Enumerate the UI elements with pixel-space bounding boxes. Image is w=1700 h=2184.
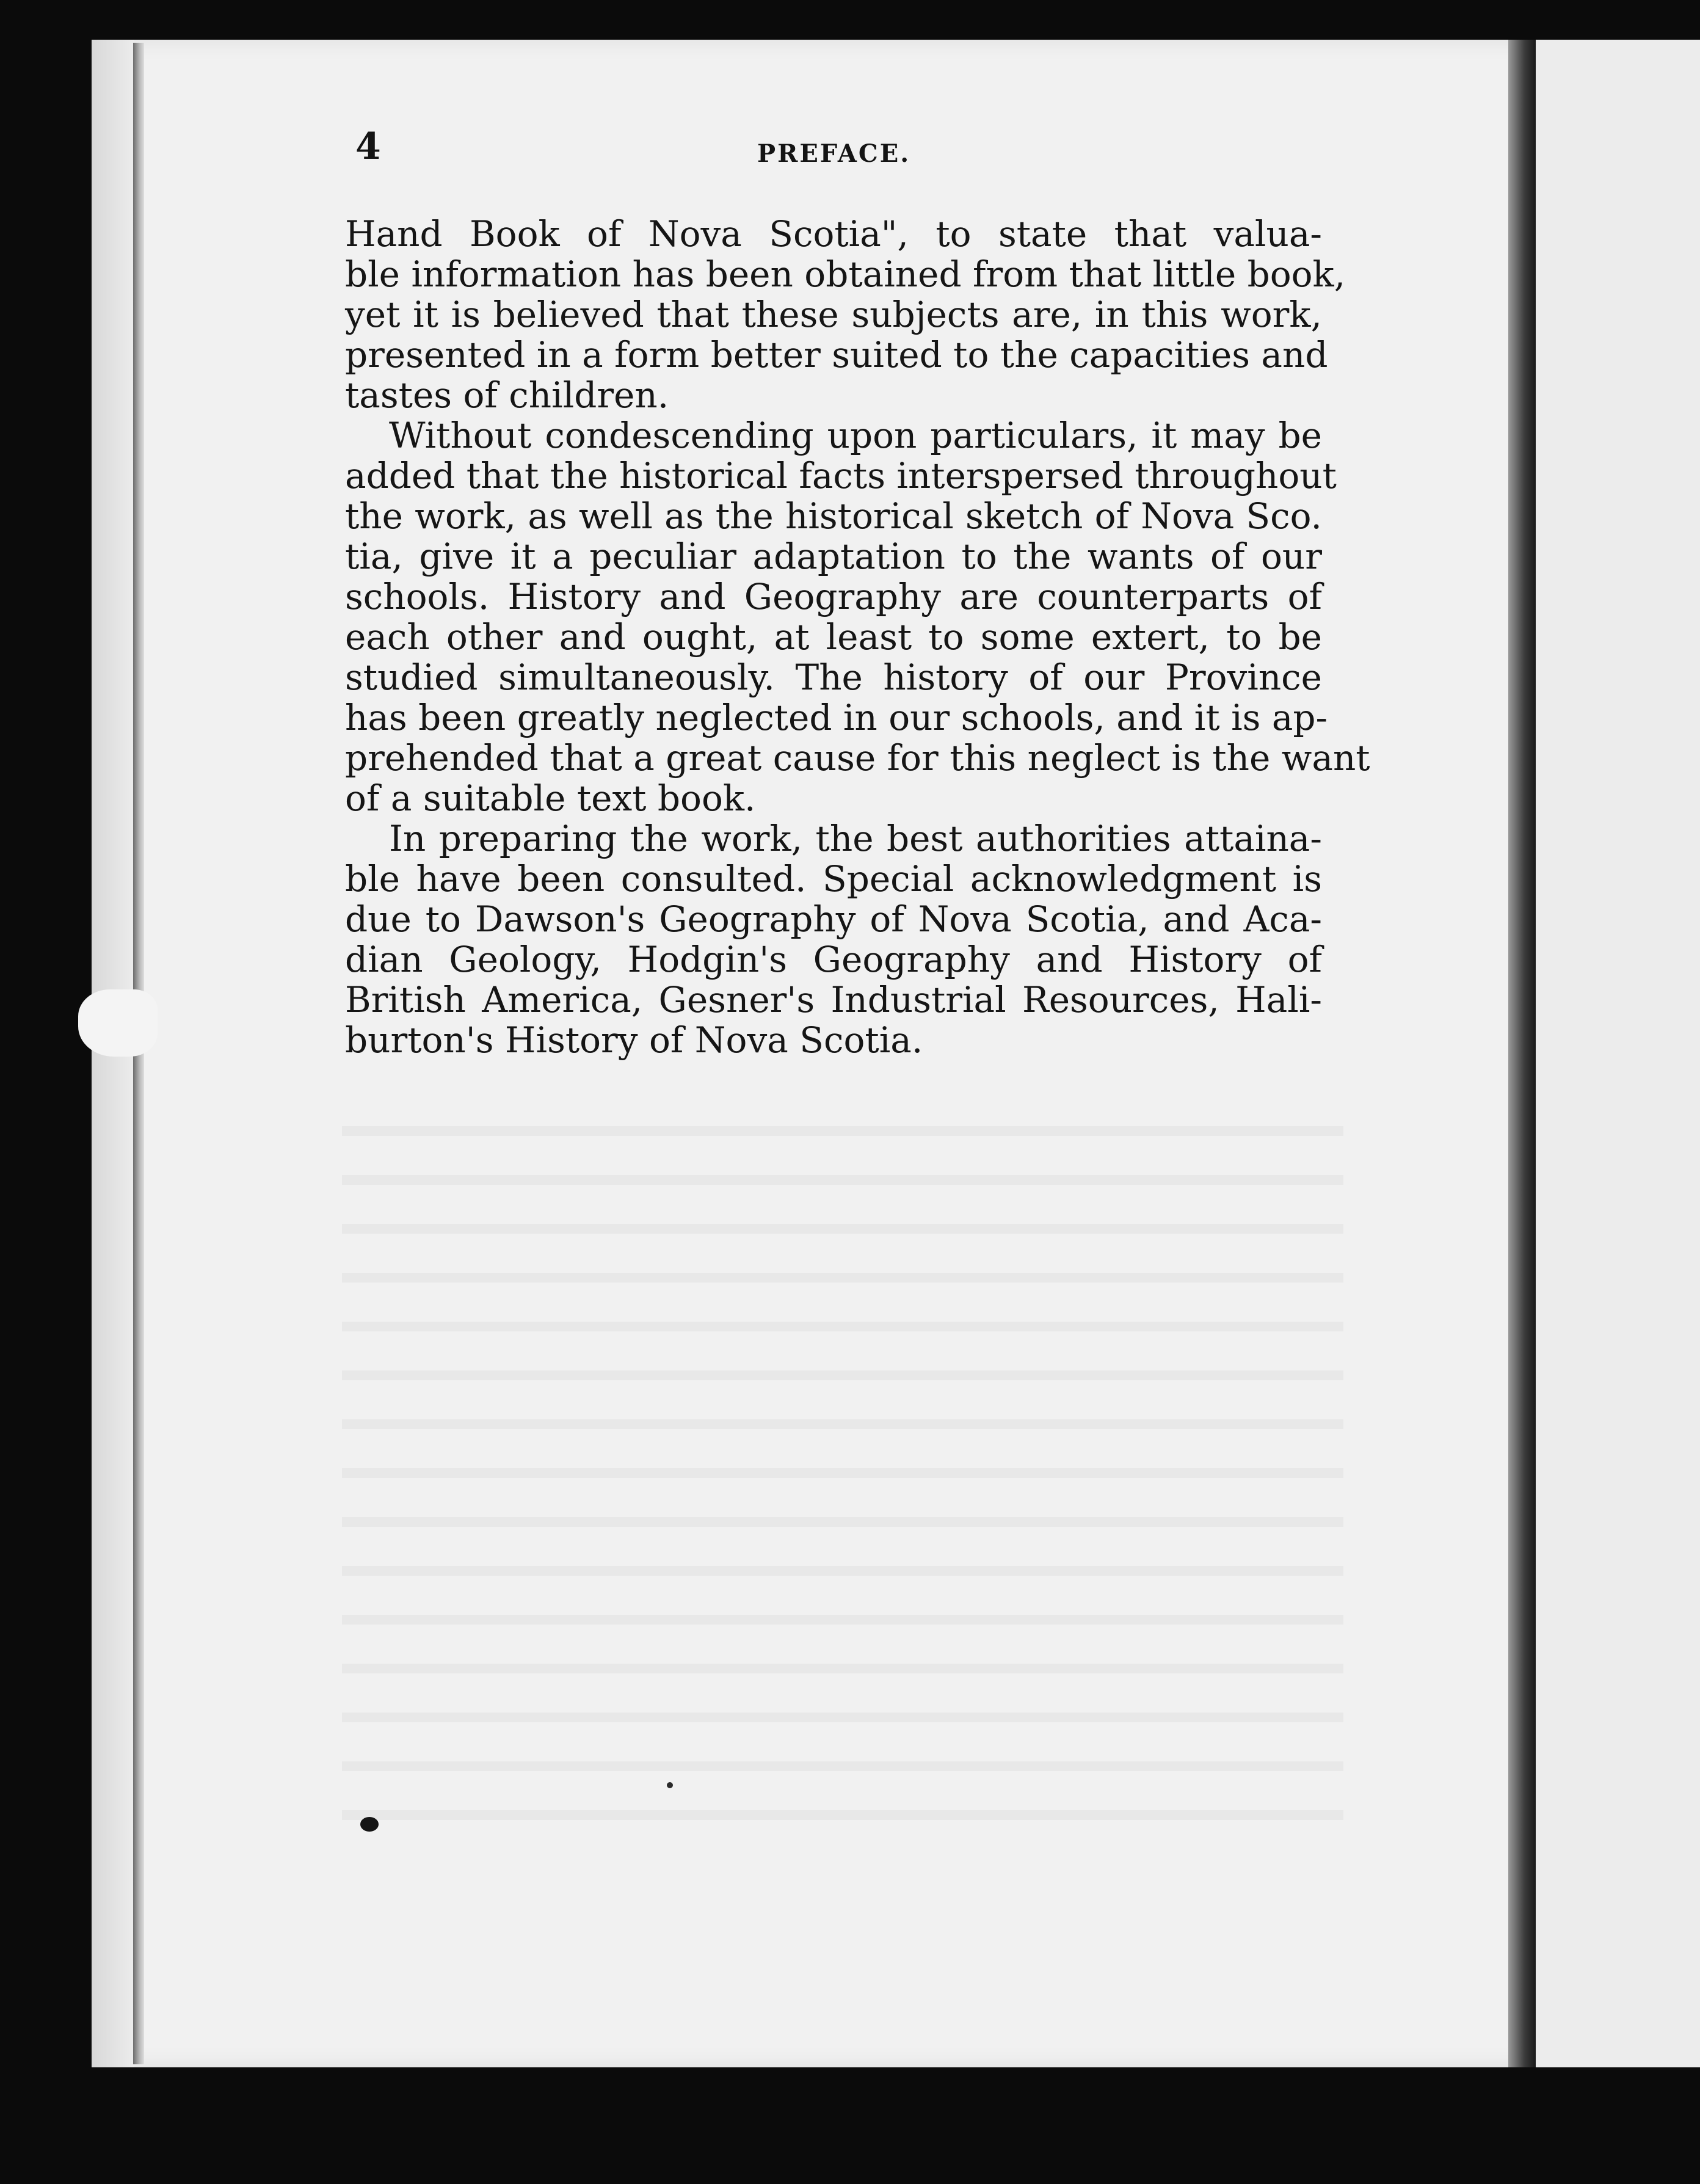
text-line: dian Geology, Hodgin's Geography and History of <box>345 939 1322 980</box>
text-line: burton's History of Nova Scotia. <box>345 1019 923 1061</box>
text-line: In preparing the work, the best authorities attaina- <box>389 818 1322 859</box>
text-line: tastes of children. <box>345 374 669 416</box>
paragraph-2 <box>345 415 1370 819</box>
body-text <box>345 213 1370 1061</box>
text-line: ble have been consulted. Special acknowledgment is <box>345 858 1322 900</box>
text-line: due to Dawson's Geography of Nova Scotia, and Aca- <box>345 898 1322 940</box>
text-line: prehended that a great cause for this neglect is the want <box>345 737 1370 779</box>
facing-page-edge <box>1536 40 1700 2067</box>
text-line: the work, as well as the historical sketch of Nova Sco. <box>345 495 1322 537</box>
text-line: presented in a form better suited to the capacities and <box>345 334 1328 376</box>
ink-blot <box>360 1817 379 1832</box>
page-number: 4 <box>355 125 381 168</box>
text-line: tia, give it a peculiar adaptation to the wants of our <box>345 536 1322 577</box>
text-line: Without condescending upon particulars, it may be <box>389 415 1322 456</box>
text-line: schools. History and Geography are counterparts of <box>345 576 1322 617</box>
running-head: PREFACE. <box>757 139 911 168</box>
text-line: has been greatly neglected in our schools, and it is ap- <box>345 697 1328 738</box>
ink-speck <box>667 1782 673 1788</box>
paragraph-3 <box>345 818 1322 1060</box>
text-line: studied simultaneously. The history of our Province <box>345 657 1322 698</box>
text-line: British America, Gesner's Industrial Resources, Hali- <box>345 979 1322 1021</box>
text-line: each other and ought, at least to some extert, to be <box>345 616 1322 658</box>
text-line: added that the historical facts interspersed throughout <box>345 455 1337 497</box>
show-through-text <box>342 1099 1343 1832</box>
binding-gutter <box>1508 40 1536 2067</box>
text-line: Hand Book of Nova Scotia", to state that valua- <box>345 213 1322 255</box>
paragraph-1 <box>345 213 1346 416</box>
text-line: yet it is believed that these subjects are, in this work, <box>345 294 1322 335</box>
paper-tab <box>78 989 158 1057</box>
text-line: of a suitable text book. <box>345 777 756 819</box>
text-line: ble information has been obtained from that little book, <box>345 253 1346 295</box>
